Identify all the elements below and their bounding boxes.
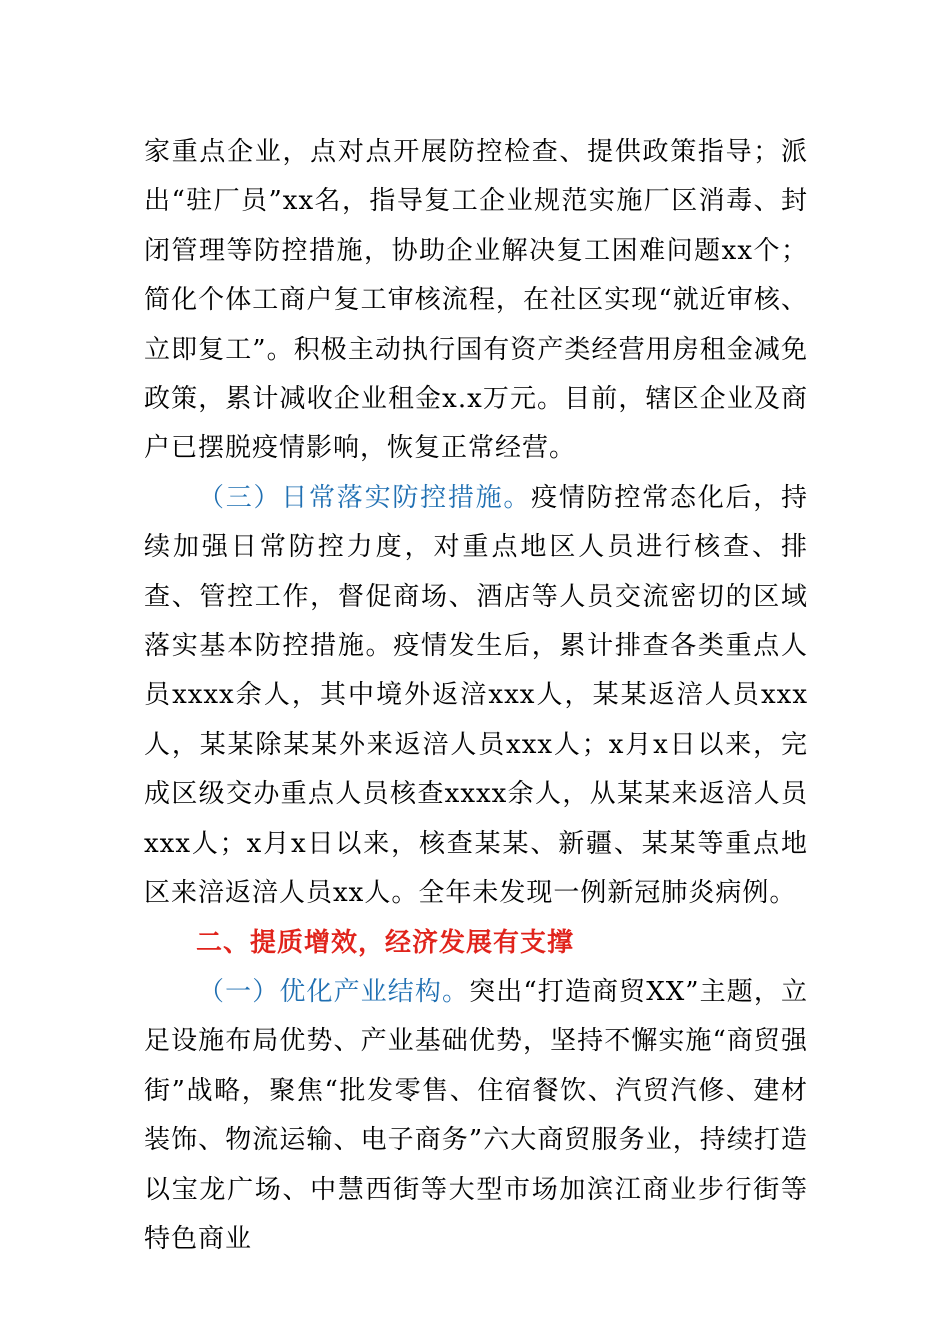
paragraph-industry-structure-body: 突出“打造商贸XX”主题，立足设施布局优势、产业基础优势，坚持不懈实施“商贸强街”战略，聚焦“批发零售、住宿餐饮、汽贸汽修、建材装饰、物流运输、电子商务”六大商贸服务业，持续打造以宝龙广场、中慧西街等大型市场加滨江商业步行街等特色商业 (144, 976, 808, 1254)
paragraph-enterprise-resumption: 家重点企业，点对点开展防控检查、提供政策指导；派出“驻厂员”xx名，指导复工企业规范实施厂区消毒、封闭管理等防控措施，协助企业解决复工困难问题xx个；简化个体工商户复工审核流程，在社区实现“就近审核、立即复工”。积极主动执行国有资产类经营用房租金减免政策，累计减收企业租金x.x万元。目前，辖区企业及商户已摆脱疫情影响，恢复正常经营。 (144, 137, 808, 464)
paragraph-daily-prevention-body: 疫情防控常态化后，持续加强日常防控力度，对重点地区人员进行核查、排查、管控工作，督促商场、酒店等人员交流密切的区域落实基本防控措施。疫情发生后，累计排查各类重点人员xxxx余人，其中境外返涪xxx人，某某返涪人员xxx人，某某除某某外来返涪人员xxx人；x月x日以来，完成区级交办重点人员核查xxxx余人，从某某来返涪人员xxx人；x月x日以来，核查某某、新疆、某某等重点地区来涪返涪人员xx人。全年未发现一例新冠肺炎病例。 (144, 482, 808, 909)
subheading-daily-prevention: （三）日常落实防控措施。 (198, 482, 532, 513)
paragraph-daily-prevention (144, 474, 808, 919)
document-body (144, 128, 808, 1264)
paragraph-industry-structure (144, 968, 808, 1264)
subheading-industry-structure: （一）优化产业结构。 (198, 976, 470, 1007)
section-heading-economy: 二、提质增效，经济发展有支撑 (196, 927, 575, 958)
